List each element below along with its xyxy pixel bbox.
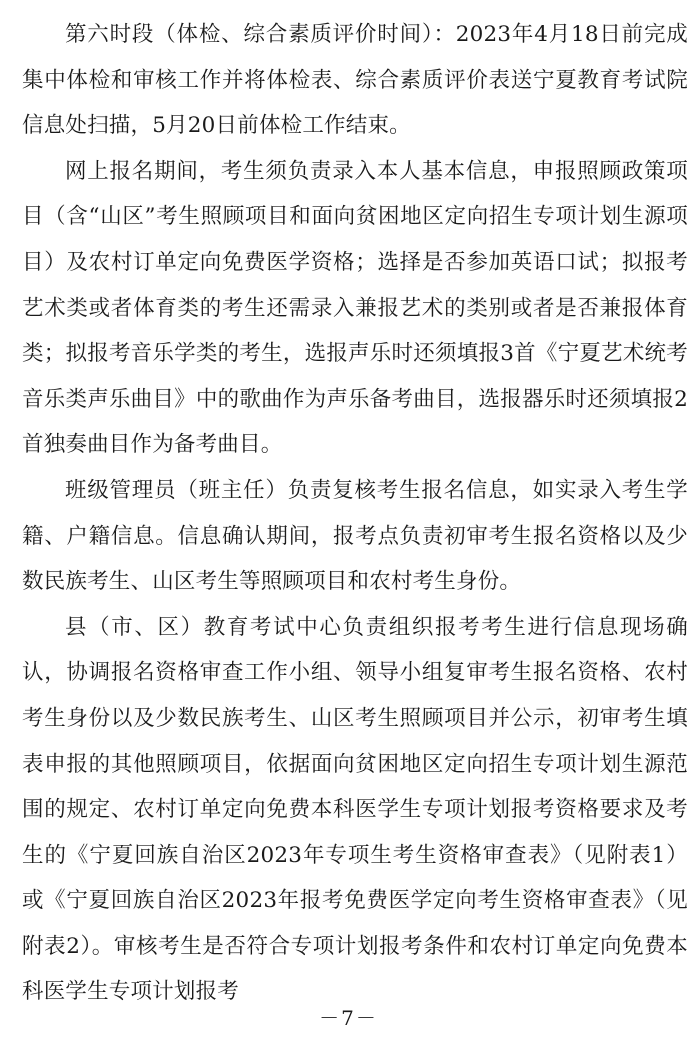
body-text (22, 12, 688, 1015)
paragraph-sixth-period: 第六时段（体检、综合素质评价时间）：2023年4月18日前完成集中体检和审核工作并将体检表、综合素质评价表送宁夏教育考试院信息处扫描，5月20日前体检工作结束。 (22, 22, 688, 139)
page-number: －7－ (319, 1006, 378, 1030)
paragraph-class-administrator: 班级管理员（班主任）负责复核考生报名信息，如实录入考生学籍、户籍信息。信息确认期间，报考点负责初审考生报名资格以及少数民族考生、山区考生等照顾项目和农村考生身份。 (22, 477, 688, 595)
paragraph-online-registration: 网上报名期间，考生须负责录入本人基本信息，申报照顾政策项目（含“山区”考生照顾项目和面向贫困地区定向招生专项计划生源项目）及农村订单定向免费医学资格；选择是否参加英语口试；拟报考艺术类或者体育类的考生还需录入兼报艺术的类别或者是否兼报体育类；拟报考音乐学类的考生，选报声乐时还须填报3首《宁夏艺术统考音乐类声乐曲目》中的歌曲作为声乐备考曲目，选报器乐时还须填报2首独奏曲目作为备考曲目。 (22, 158, 688, 458)
paragraph-county-exam-center: 县（市、区）教育考试中心负责组织报考考生进行信息现场确认，协调报名资格审查工作小组、领导小组复审考生报名资格、农村考生身份以及少数民族考生、山区考生照顾项目并公示，初审考生填表申报的其他照顾项目，依据面向贫困地区定向招生专项计划生源范围的规定、农村订单定向免费本科医学生专项计划报考资格要求及考生的《宁夏回族自治区2023年专项生考生资格审查表》（见附表1）或《宁夏回族自治区2023年报考免费医学定向考生资格审查表》（见附表2）。审核考生是否符合专项计划报考条件和农村订单定向免费本科医学生专项计划报考 (22, 614, 688, 1005)
